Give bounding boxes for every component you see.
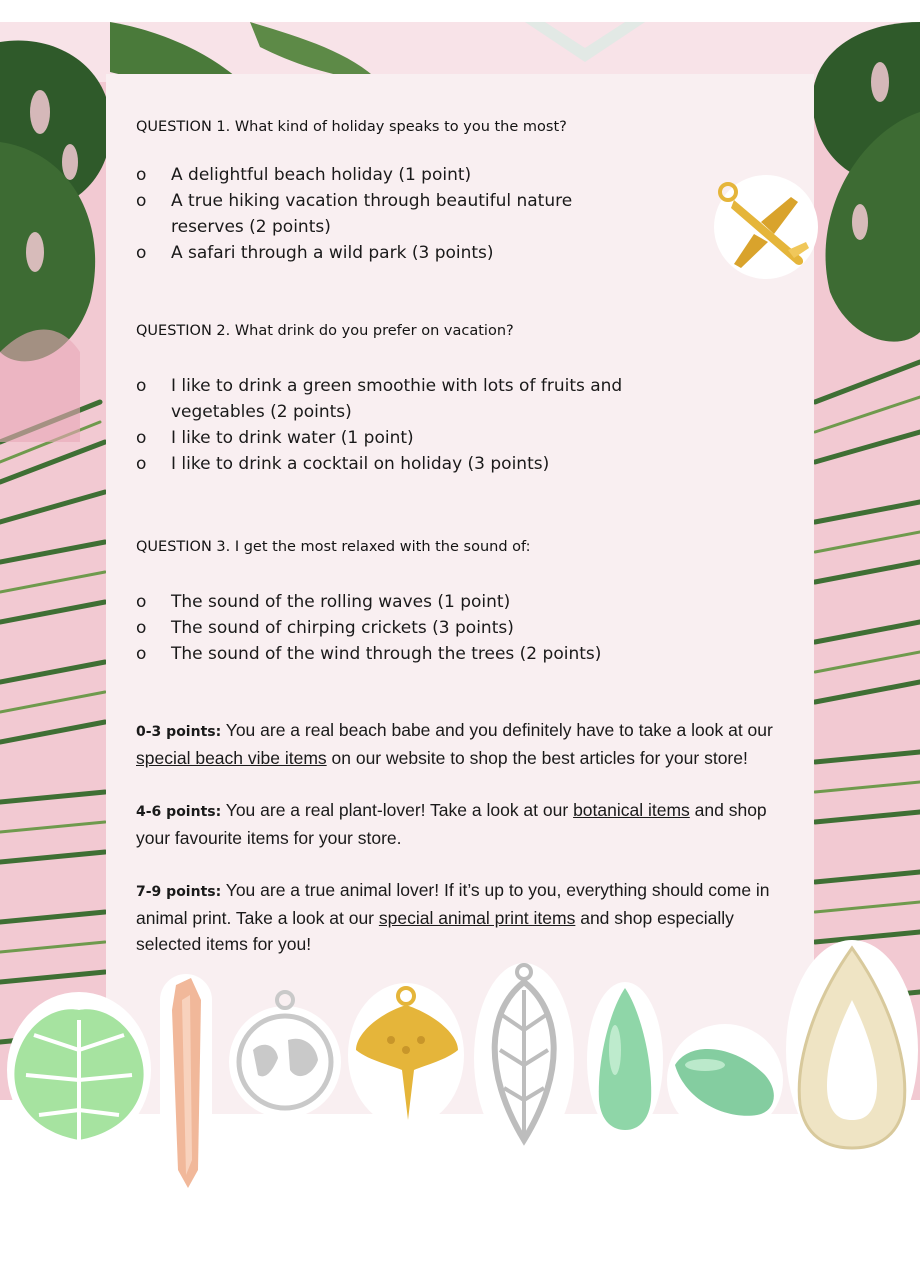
leaf-charm-icon: [472, 960, 577, 1155]
bullet: o: [136, 618, 147, 638]
question-2-option-3: [136, 451, 641, 477]
question-1-option-1: [136, 162, 641, 188]
option-text: I like to drink water (1 point): [171, 428, 414, 448]
option-text: The sound of the wind through the trees (2 points): [171, 644, 602, 664]
bullet: o: [136, 376, 147, 396]
bullet: o: [136, 165, 147, 185]
result-range: 0-3 points:: [136, 724, 222, 740]
question-2-title: QUESTION 2. What drink do you prefer on vacation?: [136, 323, 514, 339]
question-2-block: [136, 321, 784, 477]
question-1-options: [136, 162, 784, 266]
rattan-ring-icon: [784, 930, 920, 1160]
option-text: A true hiking vacation through beautiful nature reserves (2 points): [171, 191, 573, 237]
oval-bead-icon: [665, 1020, 785, 1140]
question-1-option-3: [136, 240, 641, 266]
result-text: and shop your favourite items for your store.: [136, 800, 767, 848]
question-3-option-1: [136, 589, 641, 615]
botanical-items-link[interactable]: botanical items: [573, 800, 690, 820]
stingray-charm-icon: [346, 980, 466, 1130]
option-text: I like to drink a cocktail on holiday (3 points): [171, 454, 550, 474]
question-1-title: QUESTION 1. What kind of holiday speaks to you the most?: [136, 119, 567, 135]
option-text: The sound of chirping crickets (3 points): [171, 618, 514, 638]
crystal-charm-icon: [156, 970, 216, 1200]
teardrop-bead-icon: [585, 980, 665, 1140]
charms-row: [0, 930, 920, 1210]
question-3-option-3: [136, 641, 641, 667]
beach-vibe-items-link[interactable]: special beach vibe items: [136, 748, 327, 768]
bullet: o: [136, 428, 147, 448]
result-0-3: [136, 717, 784, 771]
question-3-options: [136, 589, 784, 667]
question-2-options: [136, 373, 784, 477]
result-text: You are a real plant-lover! Take a look at our: [221, 800, 574, 820]
question-3-option-2: [136, 615, 641, 641]
result-text: You are a real beach babe and you definitely have to take a look at our: [221, 720, 773, 740]
world-map-charm-icon: [228, 990, 343, 1120]
result-text: on our website to shop the best articles for your store!: [326, 748, 748, 768]
question-2-option-2: [136, 425, 641, 451]
result-4-6: [136, 797, 784, 851]
option-text: The sound of the rolling waves (1 point): [171, 592, 511, 612]
option-text: A safari through a wild park (3 points): [171, 243, 494, 263]
bullet: o: [136, 243, 147, 263]
result-text: and shop especially selected items for you!: [136, 908, 734, 954]
question-2-option-1: [136, 373, 641, 425]
option-text: A delightful beach holiday (1 point): [171, 165, 472, 185]
option-text: I like to drink a green smoothie with lots of fruits and vegetables (2 points): [171, 376, 623, 422]
result-text: You are a true animal lover! If it’s up to you, everything should come in animal print. Take a look at our: [136, 880, 770, 928]
monstera-leaf-charm-icon: [4, 990, 154, 1150]
animal-print-items-link[interactable]: special animal print items: [378, 908, 576, 928]
bullet: o: [136, 191, 147, 211]
question-3-block: [136, 537, 784, 667]
bullet: o: [136, 454, 147, 474]
result-range: 4-6 points:: [136, 804, 222, 820]
airplane-charm-icon: [706, 172, 826, 282]
bullet: o: [136, 592, 147, 612]
bullet: o: [136, 644, 147, 664]
question-3-title: QUESTION 3. I get the most relaxed with the sound of:: [136, 539, 531, 555]
question-1-block: [136, 117, 784, 266]
question-1-option-2: [136, 188, 641, 240]
result-range: 7-9 points:: [136, 884, 222, 900]
